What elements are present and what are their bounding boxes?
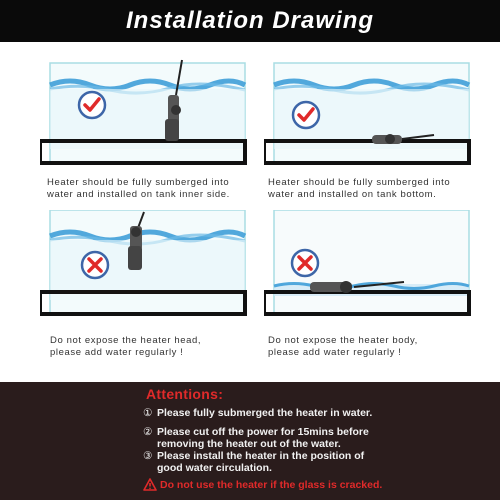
panel-3-caption: Do not expose the heater head, please add water regularly ! [50,335,202,358]
check-circle-icon [77,90,107,120]
attention-item-2: ② Please cut off the power for 15mins before removing the heater out of the water. [143,426,369,450]
warning-triangle-icon [143,478,157,491]
warning-text: Do not use the heater if the glass is cracked. [160,478,383,491]
installation-banner [0,0,500,42]
check-circle-icon [291,100,321,130]
banner-title: Installation Drawing [125,7,375,34]
attention-item-1: ① Please fully submerged the heater in water. [143,407,373,419]
x-circle-icon [290,248,320,278]
panel-head-exposed [40,210,260,325]
x-circle-icon [80,250,110,280]
panel-tank-bottom [264,55,484,170]
panel-body-exposed [264,210,484,325]
attentions-title: Attentions: [146,386,224,402]
panel-2-caption: Heater should be fully sumberged into water and installed on tank bottom. [268,177,451,200]
tank-illustration [40,55,260,170]
attention-item-3: ③ Please install the heater in the position of good water circulation. [143,450,365,474]
warning-note [143,478,403,491]
panel-inner-side [40,55,260,170]
tank-illustration [40,210,260,325]
panel-4-caption: Do not expose the heater body, please add water regularly ! [268,335,418,358]
panel-1-caption: Heater should be fully sumberged into water and installed on tank inner side. [47,177,230,200]
